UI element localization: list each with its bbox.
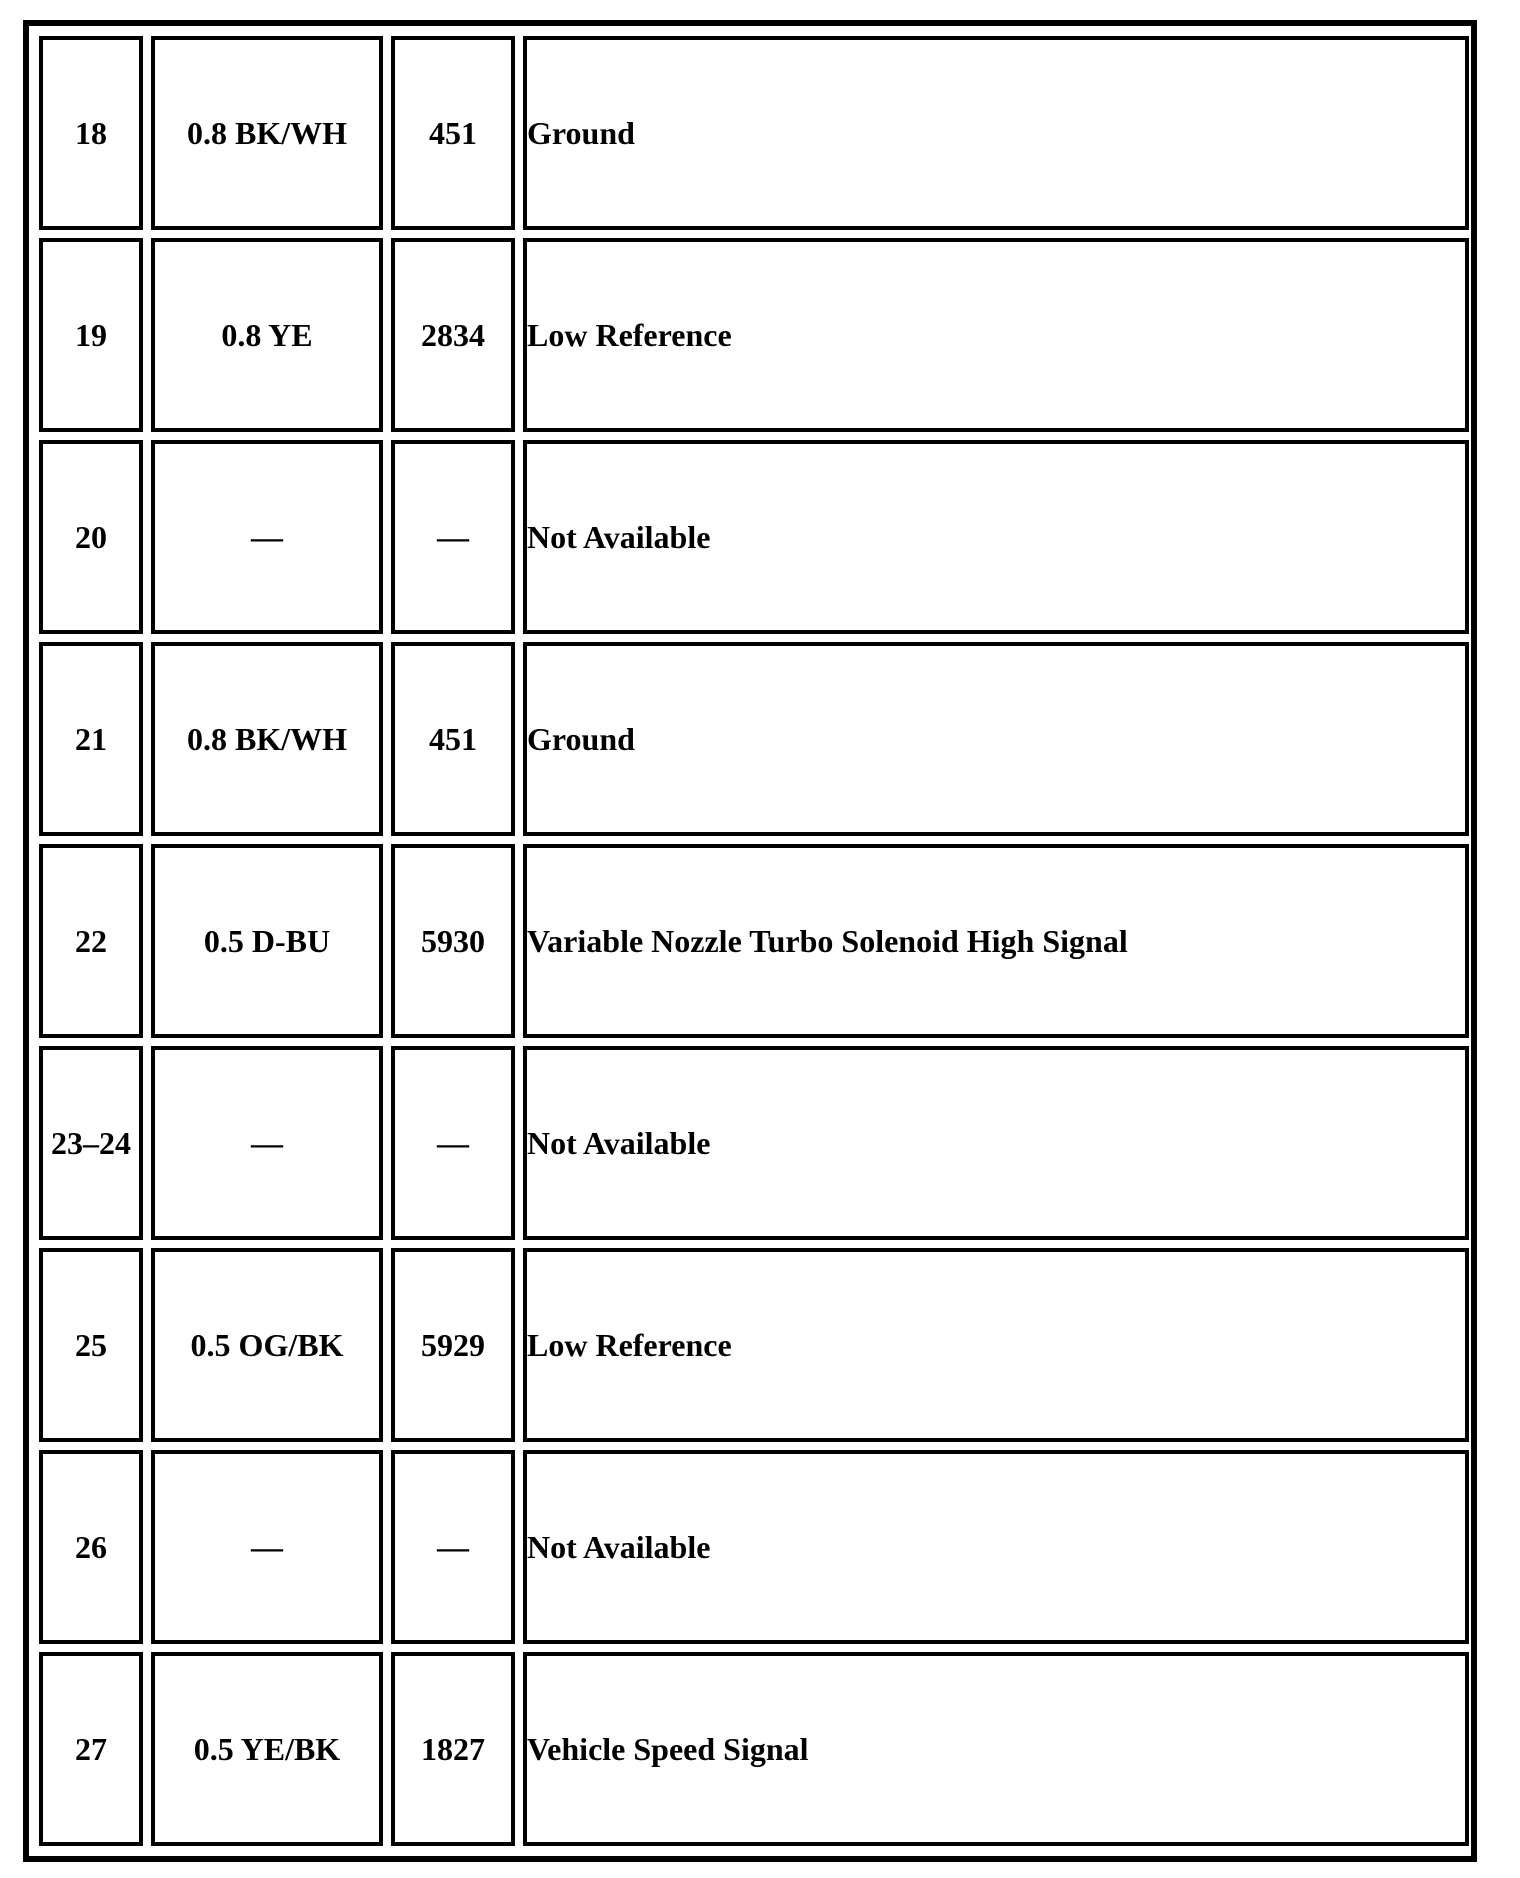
- circuit-number-cell: 451: [391, 642, 515, 836]
- wire-color-cell: —: [151, 440, 383, 634]
- circuit-number-cell: 2834: [391, 238, 515, 432]
- circuit-number-cell: —: [391, 440, 515, 634]
- pin-cell: 21: [39, 642, 143, 836]
- table-row: [39, 36, 1469, 230]
- circuit-number-cell: —: [391, 1450, 515, 1644]
- pin-cell: 19: [39, 238, 143, 432]
- circuit-number-cell: —: [391, 1046, 515, 1240]
- table-row: [39, 1652, 1469, 1846]
- table-row: [39, 642, 1469, 836]
- function-cell: Vehicle Speed Signal: [523, 1652, 1469, 1846]
- connector-pinout-table: [31, 28, 1477, 1854]
- table-row: [39, 238, 1469, 432]
- circuit-number-cell: 5930: [391, 844, 515, 1038]
- wire-color-cell: 0.8 YE: [151, 238, 383, 432]
- function-cell: Variable Nozzle Turbo Solenoid High Signal: [523, 844, 1469, 1038]
- table-row: [39, 844, 1469, 1038]
- pin-cell: 25: [39, 1248, 143, 1442]
- table-row: [39, 1450, 1469, 1644]
- connector-pinout-table-frame: [23, 20, 1477, 1862]
- function-cell: Not Available: [523, 1450, 1469, 1644]
- wire-color-cell: 0.5 D-BU: [151, 844, 383, 1038]
- function-cell: Ground: [523, 642, 1469, 836]
- function-cell: Ground: [523, 36, 1469, 230]
- pin-cell: 18: [39, 36, 143, 230]
- table-row: [39, 1248, 1469, 1442]
- wire-color-cell: 0.5 YE/BK: [151, 1652, 383, 1846]
- wire-color-cell: 0.8 BK/WH: [151, 642, 383, 836]
- function-cell: Not Available: [523, 1046, 1469, 1240]
- pin-cell: 26: [39, 1450, 143, 1644]
- wire-color-cell: 0.5 OG/BK: [151, 1248, 383, 1442]
- pin-cell: 27: [39, 1652, 143, 1846]
- function-cell: Not Available: [523, 440, 1469, 634]
- wire-color-cell: 0.8 BK/WH: [151, 36, 383, 230]
- circuit-number-cell: 1827: [391, 1652, 515, 1846]
- table-row: [39, 1046, 1469, 1240]
- wire-color-cell: —: [151, 1450, 383, 1644]
- table-body: [39, 36, 1469, 1846]
- circuit-number-cell: 5929: [391, 1248, 515, 1442]
- table-row: [39, 440, 1469, 634]
- circuit-number-cell: 451: [391, 36, 515, 230]
- function-cell: Low Reference: [523, 238, 1469, 432]
- function-cell: Low Reference: [523, 1248, 1469, 1442]
- pin-cell: 22: [39, 844, 143, 1038]
- wire-color-cell: —: [151, 1046, 383, 1240]
- pin-cell: 23–24: [39, 1046, 143, 1240]
- pin-cell: 20: [39, 440, 143, 634]
